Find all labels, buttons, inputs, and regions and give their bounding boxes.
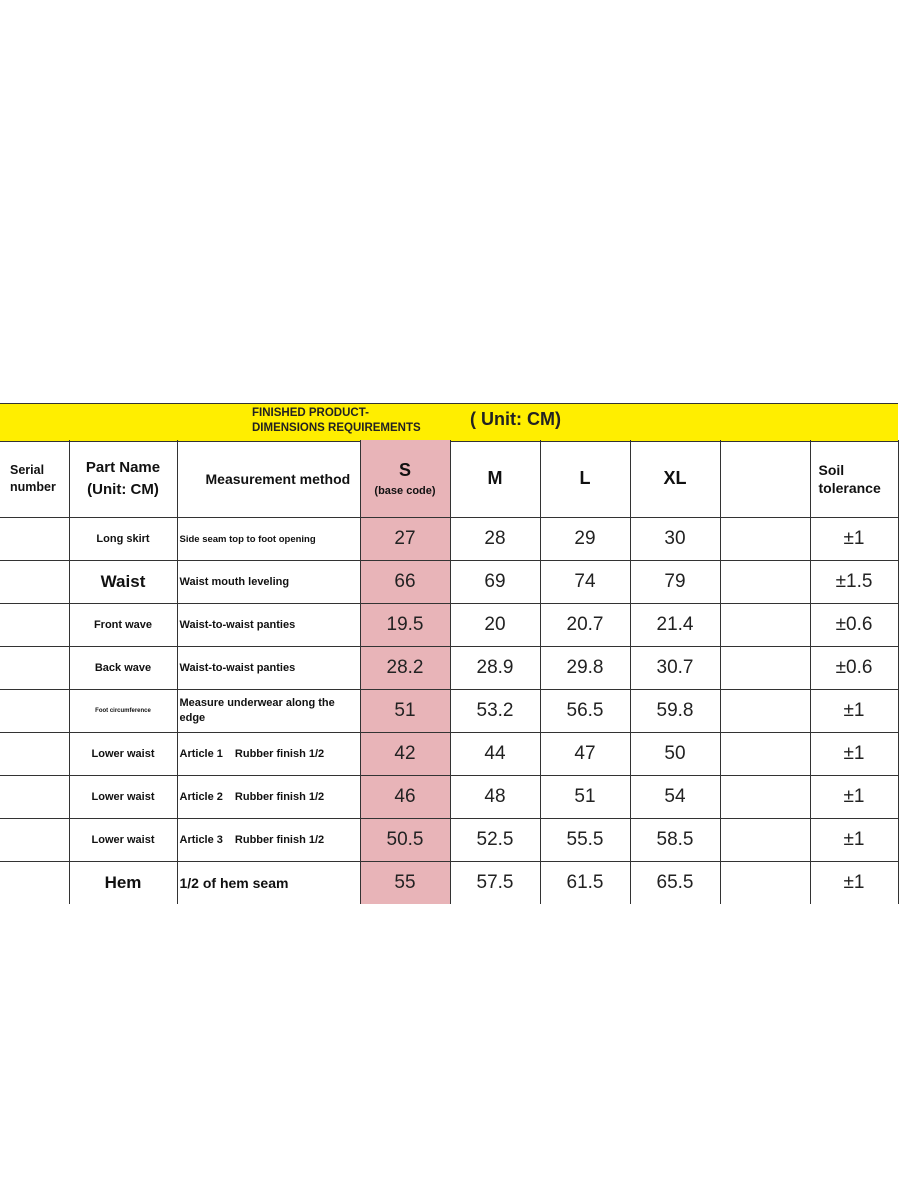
header-blank xyxy=(720,440,810,518)
part-name-cell: Lower waist xyxy=(69,776,177,819)
part-name-cell: Waist xyxy=(69,561,177,604)
blank-cell xyxy=(720,776,810,819)
part-name-cell: Lower waist xyxy=(69,733,177,776)
blank-cell xyxy=(720,690,810,733)
tolerance-cell: ±1 xyxy=(810,819,898,862)
tolerance-cell: ±1 xyxy=(810,733,898,776)
size-l-cell: 74 xyxy=(540,561,630,604)
banner-title: FINISHED PRODUCT- DIMENSIONS REQUIREMENTS xyxy=(252,407,421,434)
banner-unit: ( Unit: CM) xyxy=(470,409,561,429)
header-tolerance: Soil tolerance xyxy=(810,440,898,518)
method-detail: Rubber finish 1/2 xyxy=(234,833,325,846)
size-m-cell: 53.2 xyxy=(450,690,540,733)
blank-cell xyxy=(720,733,810,776)
blank-cell xyxy=(720,518,810,561)
method-article: Article 3 xyxy=(179,833,223,846)
table-row xyxy=(0,604,898,647)
part-name-cell: Front wave xyxy=(69,604,177,647)
size-m-cell: 20 xyxy=(450,604,540,647)
size-l-cell: 47 xyxy=(540,733,630,776)
tolerance-cell: ±1 xyxy=(810,776,898,819)
table-row xyxy=(0,776,898,819)
size-m-cell: 28.9 xyxy=(450,647,540,690)
size-m-cell: 57.5 xyxy=(450,862,540,905)
size-l-cell: 61.5 xyxy=(540,862,630,905)
method-cell: Side seam top to foot opening xyxy=(177,518,360,561)
header-size-xl: XL xyxy=(630,440,720,518)
tolerance-cell: ±1 xyxy=(810,690,898,733)
method-cell xyxy=(177,733,360,776)
method-cell: 1/2 of hem seam xyxy=(177,862,360,905)
size-l-cell: 55.5 xyxy=(540,819,630,862)
size-s-cell: 42 xyxy=(360,733,450,776)
serial-cell xyxy=(0,604,69,647)
size-s-cell: 19.5 xyxy=(360,604,450,647)
size-xl-cell: 21.4 xyxy=(630,604,720,647)
serial-cell xyxy=(0,561,69,604)
table-row xyxy=(0,518,898,561)
header-part-name: Part Name (Unit: CM) xyxy=(69,440,177,518)
method-detail: Rubber finish 1/2 xyxy=(234,790,325,803)
part-name-cell: Hem xyxy=(69,862,177,905)
blank-cell xyxy=(720,862,810,905)
size-s-label: S xyxy=(398,460,411,480)
size-l-cell: 29.8 xyxy=(540,647,630,690)
size-xl-cell: 50 xyxy=(630,733,720,776)
tolerance-cell: ±1 xyxy=(810,862,898,905)
size-l-cell: 51 xyxy=(540,776,630,819)
table-row xyxy=(0,819,898,862)
size-m-cell: 28 xyxy=(450,518,540,561)
method-cell: Waist-to-waist panties xyxy=(177,647,360,690)
size-s-cell: 27 xyxy=(360,518,450,561)
blank-cell xyxy=(720,647,810,690)
header-size-l: L xyxy=(540,440,630,518)
method-cell xyxy=(177,819,360,862)
blank-cell xyxy=(720,561,810,604)
serial-cell xyxy=(0,518,69,561)
table-row xyxy=(0,561,898,604)
title-banner xyxy=(0,403,898,442)
part-name-cell: Lower waist xyxy=(69,819,177,862)
part-name-cell: Long skirt xyxy=(69,518,177,561)
size-xl-cell: 79 xyxy=(630,561,720,604)
size-m-cell: 48 xyxy=(450,776,540,819)
serial-cell xyxy=(0,819,69,862)
size-xl-cell: 30 xyxy=(630,518,720,561)
method-cell xyxy=(177,776,360,819)
size-s-cell: 28.2 xyxy=(360,647,450,690)
size-xl-cell: 30.7 xyxy=(630,647,720,690)
size-xl-cell: 59.8 xyxy=(630,690,720,733)
blank-cell xyxy=(720,604,810,647)
serial-cell xyxy=(0,733,69,776)
size-m-cell: 69 xyxy=(450,561,540,604)
blank-cell xyxy=(720,819,810,862)
size-s-cell: 55 xyxy=(360,862,450,905)
header-row xyxy=(0,440,898,518)
tolerance-cell: ±1.5 xyxy=(810,561,898,604)
size-l-cell: 20.7 xyxy=(540,604,630,647)
size-s-cell: 51 xyxy=(360,690,450,733)
method-article: Article 2 xyxy=(179,790,223,803)
size-m-cell: 52.5 xyxy=(450,819,540,862)
size-chart-table xyxy=(0,440,899,904)
method-cell: Waist-to-waist panties xyxy=(177,604,360,647)
serial-cell xyxy=(0,862,69,905)
header-size-s xyxy=(360,440,450,518)
method-detail: Rubber finish 1/2 xyxy=(234,747,325,760)
serial-cell xyxy=(0,690,69,733)
size-s-base-code: (base code) xyxy=(374,485,436,497)
serial-cell xyxy=(0,776,69,819)
header-size-m: M xyxy=(450,440,540,518)
header-serial: Serial number xyxy=(0,440,69,518)
method-cell: Measure underwear along the edge xyxy=(177,690,360,733)
table-row xyxy=(0,690,898,733)
size-s-cell: 66 xyxy=(360,561,450,604)
part-name-cell: Foot circumference xyxy=(69,690,177,733)
size-s-cell: 50.5 xyxy=(360,819,450,862)
size-xl-cell: 58.5 xyxy=(630,819,720,862)
size-s-cell: 46 xyxy=(360,776,450,819)
table-row xyxy=(0,862,898,905)
method-article: Article 1 xyxy=(179,747,223,760)
part-name-cell: Back wave xyxy=(69,647,177,690)
tolerance-cell: ±1 xyxy=(810,518,898,561)
serial-cell xyxy=(0,647,69,690)
size-m-cell: 44 xyxy=(450,733,540,776)
header-method: Measurement method xyxy=(177,440,360,518)
tolerance-cell: ±0.6 xyxy=(810,647,898,690)
table-row xyxy=(0,647,898,690)
size-l-cell: 29 xyxy=(540,518,630,561)
table-row xyxy=(0,733,898,776)
size-xl-cell: 65.5 xyxy=(630,862,720,905)
size-xl-cell: 54 xyxy=(630,776,720,819)
tolerance-cell: ±0.6 xyxy=(810,604,898,647)
method-cell: Waist mouth leveling xyxy=(177,561,360,604)
size-l-cell: 56.5 xyxy=(540,690,630,733)
